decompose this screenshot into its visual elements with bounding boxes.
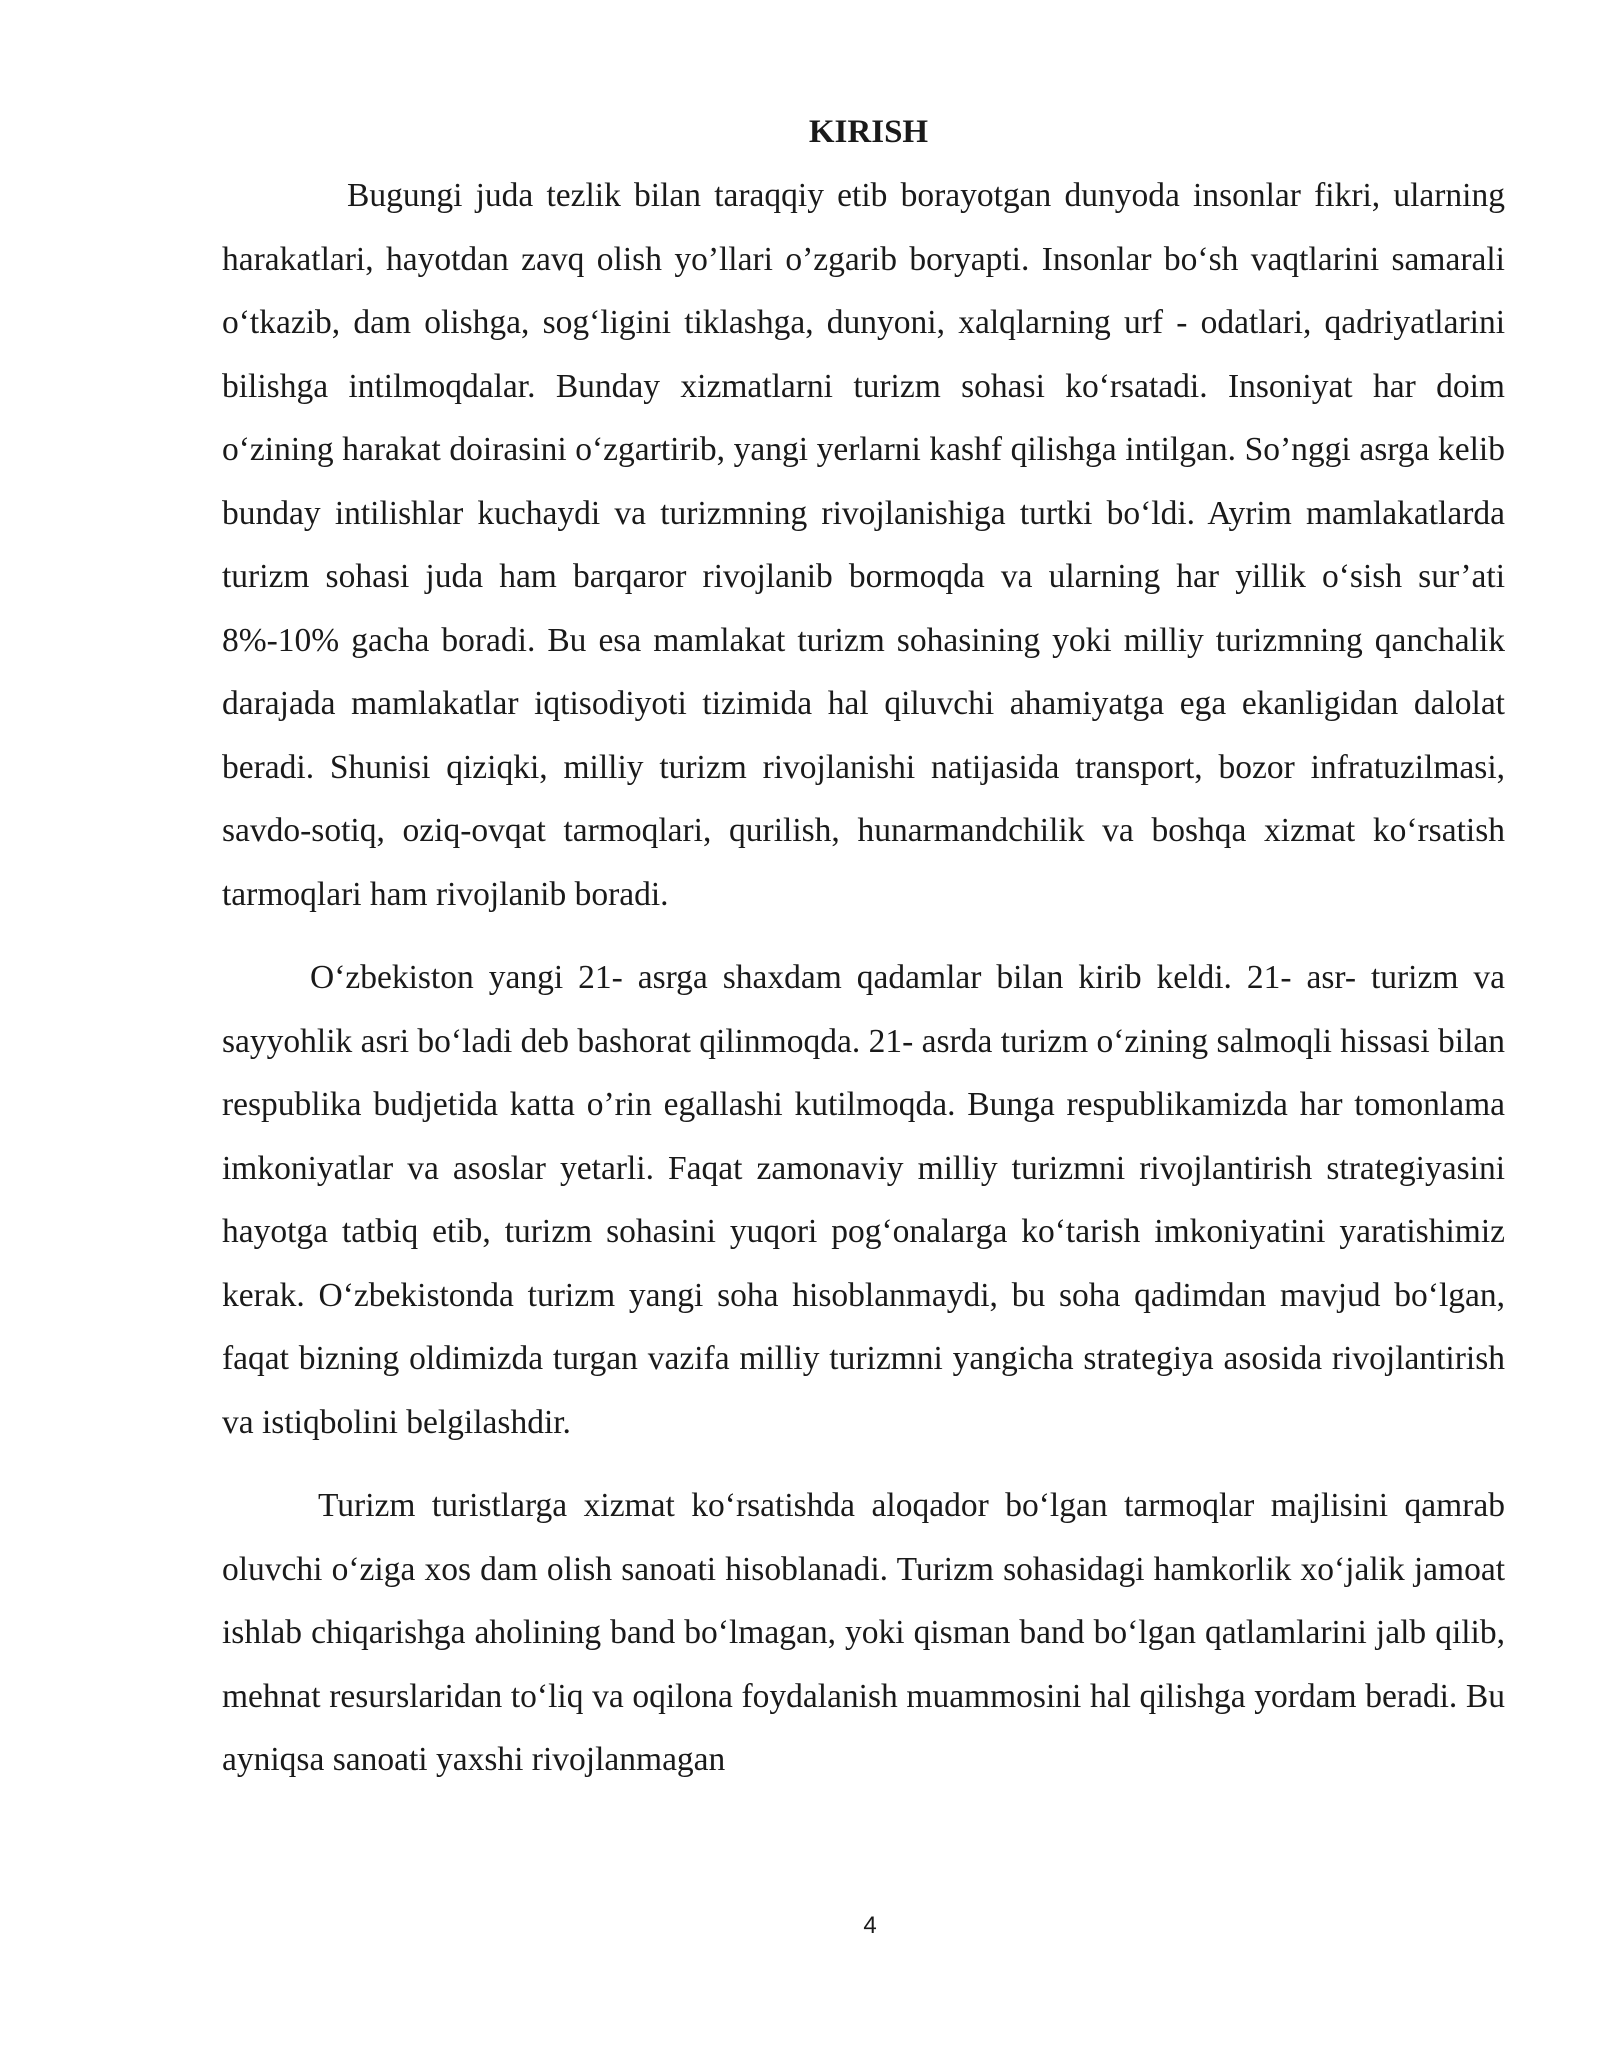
page-number: 4 — [863, 1912, 877, 1939]
paragraph-1: Bugungi juda tezlik bilan taraqqiy etib borayotgan dunyoda insonlar fikri, ularning harakatlari, hayotdan zavq olish yo’llari o’zgarib boryapti. Insonlar bo‘sh vaqtlarini samarali o‘tkazib, dam olishga, sog‘ligini tiklashga, dunyoni, xalqlarning urf - odatlari, qadriyatlarini bilishga intilmoqdalar. Bunday xizmatlarni turizm sohasi ko‘rsatadi. Insoniyat har doim o‘zining harakat doirasini o‘zgartirib, yangi yerlarni kashf qilishga intilgan. So’nggi asrga kelib bunday intilishlar kuchaydi va turizmning rivojlanishiga turtki bo‘ldi. Ayrim mamlakatlarda turizm sohasi juda ham barqaror rivojlanib bormoqda va ularning har yillik o‘sish sur’ati 8%-10% gacha boradi. Bu esa mamlakat turizm sohasining yoki milliy turizmning qanchalik darajada mamlakatlar iqtisodiyoti tizimida hal qiluvchi ahamiyatga ega ekanligidan dalolat beradi. Shunisi qiziqki, milliy turizm rivojlanishi natijasida transport, bozor infratuzilmasi, savdo-sotiq, oziq-ovqat tarmoqlari, qurilish, hunarmandchilik va boshqa xizmat ko‘rsatish tarmoqlari ham rivojlanib boradi. — [222, 177, 1505, 913]
paragraph-3: Turizm turistlarga xizmat ko‘rsatishda aloqador bo‘lgan tarmoqlar majlisini qamrab oluvchi o‘ziga xos dam olish sanoati hisoblanadi. Turizm sohasidagi hamkorlik xo‘jalik jamoat ishlab chiqarishga aholining band bo‘lmagan, yoki qisman band bo‘lgan qatlamlarini jalb qilib, mehnat resurslaridan to‘liq va oqilona foydalanish muammosini hal qilishga yordam beradi. Bu ayniqsa sanoati yaxshi rivojlanmagan — [222, 1487, 1505, 1778]
paragraph-2: O‘zbekiston yangi 21- asrga shaxdam qadamlar bilan kirib keldi. 21- asr- turizm va sayyohlik asri bo‘ladi deb bashorat qilinmoqda. 21- asrda turizm o‘zining salmoqli hissasi bilan respublika budjetida katta o’rin egallashi kutilmoqda. Bunga respublikamizda har tomonlama imkoniyatlar va asoslar yetarli. Faqat zamonaviy milliy turizmni rivojlantirish strategiyasini hayotga tatbiq etib, turizm sohasini yuqori pog‘onalarga ko‘tarish imkoniyatini yaratishimiz kerak. O‘zbekistonda turizm yangi soha hisoblanmaydi, bu soha qadimdan mavjud bo‘lgan, faqat bizning oldimizda turgan vazifa milliy turizmni yangicha strategiya asosida rivojlantirish va istiqbolini belgilashdir. — [222, 959, 1505, 1441]
page-title: KIRISH — [808, 114, 929, 150]
document-body — [222, 108, 1505, 1792]
